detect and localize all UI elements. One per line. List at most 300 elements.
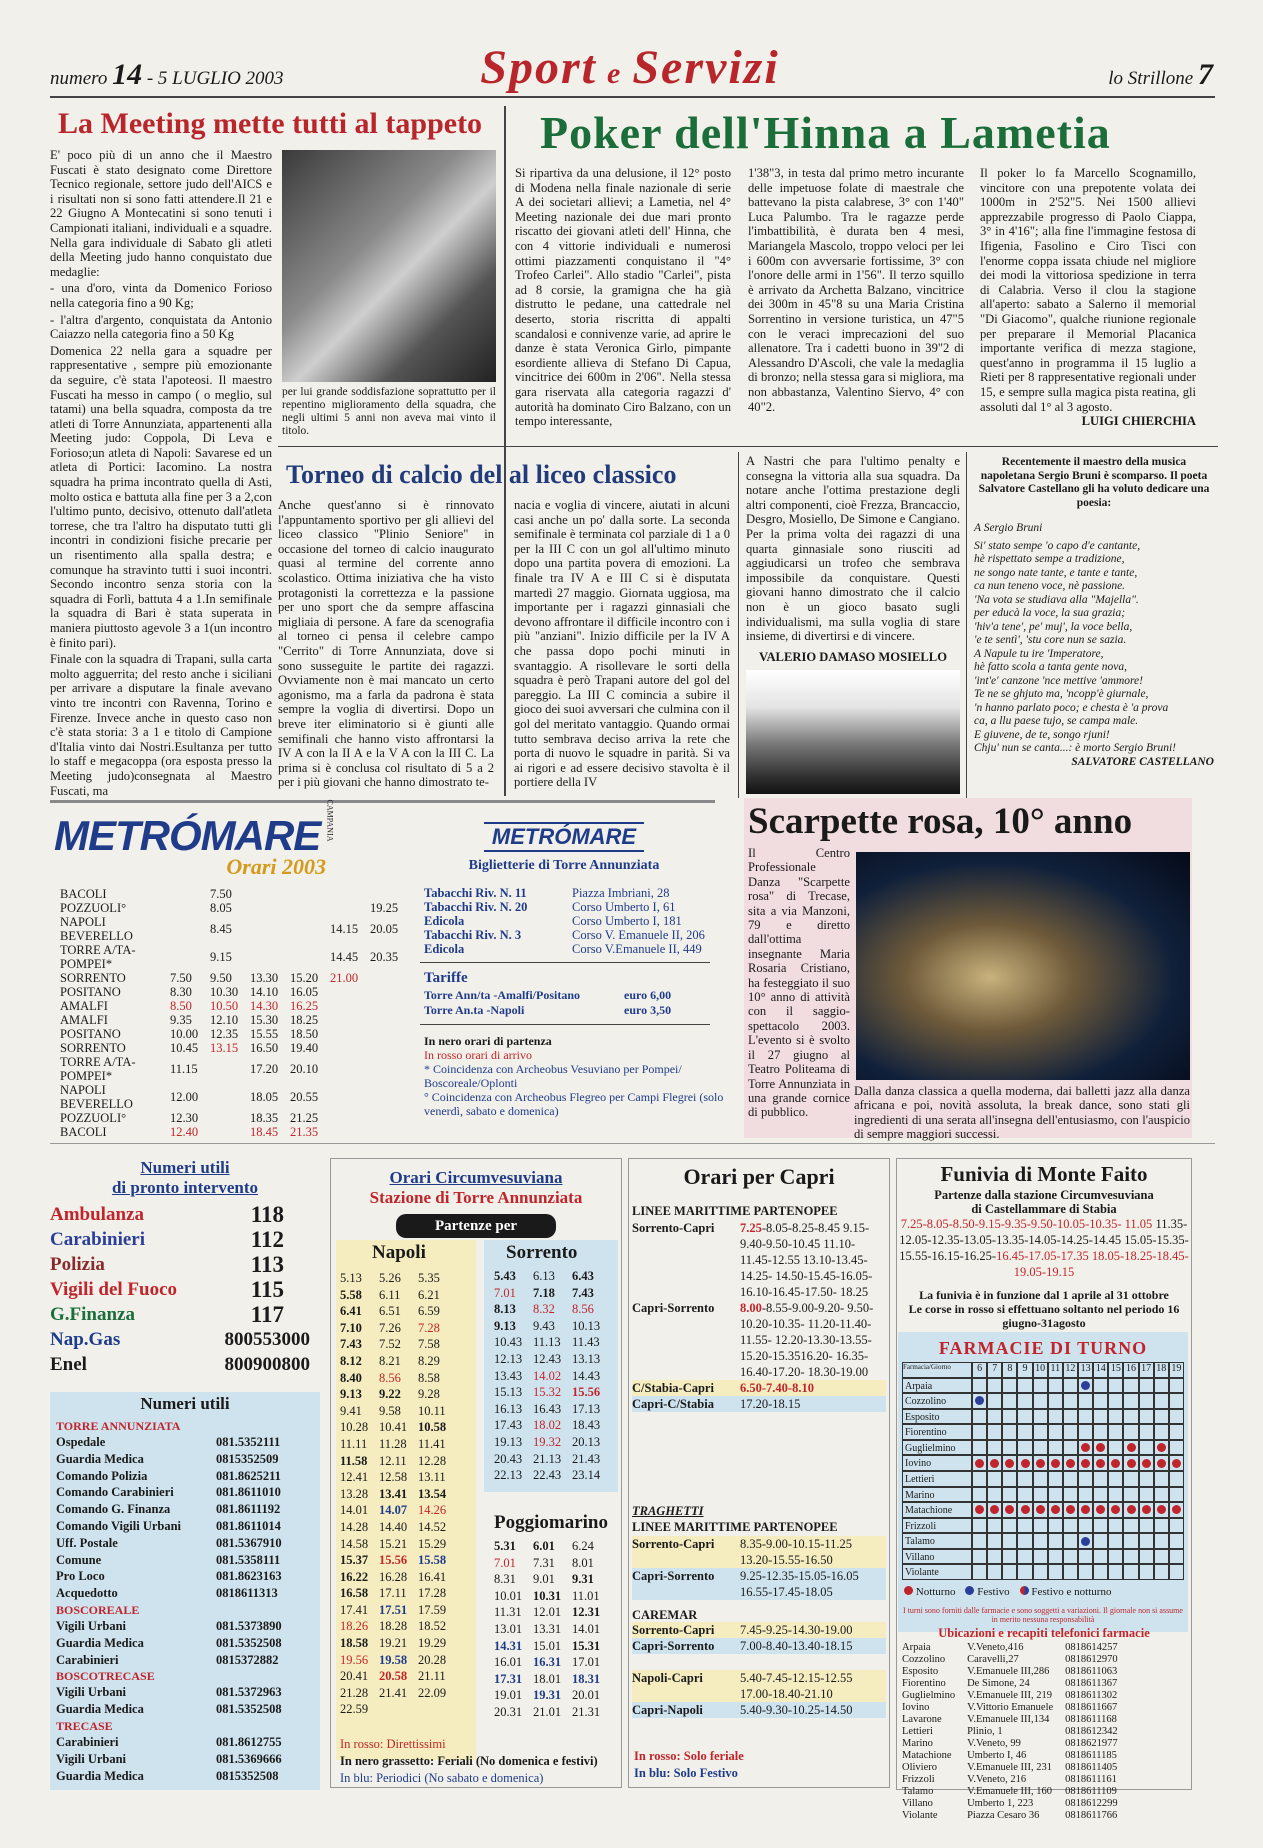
metro-out-row-cell (330, 999, 370, 1013)
sorrento-row-time: 17.13 (572, 1401, 601, 1416)
napoli-row (340, 1436, 457, 1453)
sorrento-row-time: 15.13 (494, 1385, 523, 1400)
poggiomarino-row-time: 17.01 (572, 1655, 601, 1670)
emergency-row (50, 1227, 320, 1252)
sorrento-row (494, 1351, 611, 1368)
farmacia-row (902, 1678, 1130, 1690)
metro-back-row-cell: 18.50 (290, 1027, 319, 1041)
farmacie-day: 7 (987, 1362, 1002, 1378)
napoli-row-time: 16.41 (418, 1569, 447, 1584)
napoli-row-time: 19.29 (418, 1636, 447, 1651)
poem-lines (974, 540, 1214, 756)
farmacia-address: V.Veneto, 216 (967, 1774, 1027, 1785)
farmacie-name: Iovino (902, 1455, 972, 1471)
emergency-numbers: Numeri utili di pronto intervento Ambulanza 118 Carabinieri 112 Polizia 113 Vigili del Fuoco 115 G.Finanza 117 Nap.Gas 800553000 Enel 800900800 (50, 1158, 320, 1388)
capri-title: Orari per Capri (683, 1164, 835, 1189)
napoli-row-time: 18.52 (418, 1619, 447, 1634)
metro-out-row (60, 999, 410, 1013)
metro-back-row-cell: 21.25 (290, 1111, 319, 1125)
napoli-row-time: 19.21 (379, 1636, 408, 1651)
util-row (56, 1468, 282, 1485)
biglietteria-address: Piazza Imbriani, 28 (572, 886, 670, 900)
util-group-name: TRECASE (56, 1718, 113, 1733)
napoli-row (340, 1287, 457, 1304)
napoli-capri-row-route: Napoli-Capri (632, 1670, 740, 1702)
poggiomarino-row-time: 17.31 (494, 1671, 523, 1686)
meeting-col1: E' poco più di un anno che il Maestro Fuscati è stato designato come Direttore Tecnico regionale, settore judo dell'AICS e i risultati non si sono fatti attendere.Il 21 e 22 Giugno A Montecatini si sono tenuti i Campionati italiani, individuali e a squadre. Nella gara individuale di Sabato gli atleti della Meeting judo hanno conquistato due medaglie: - una d'oro, vinta da Domenico Forioso nella categoria fino a 90 Kg; - l'altra d'argento, conquistata da Antonio Caiazzo nella categoria fino a 50 Kg Domenica 22 nella gara a squadre per rappresentative , sempre più emozionante da seguire, c'è stata l'apoteosi. Il maestro Fuscati ha messo in campo ( o meglio, sul tatami) una bella squadra, composta da tre atleti di Torre Annunziata, appartenenti alla Meeting judo: Coppola, Di Leva e Forioso;un atleta di Napoli: Savarese ed un atleta di Portici: Iacomino. La nostra squadra ha prima incontrato quella di Asti, molto ostica e battuta alla fine per 3 a 2,con l'ultimo punto, decisivo, ottenuto dall'atleta torrese, che tra l'altro ha disputato tutti gli incontri in condizioni fisiche precarie per un risentimento alla spalla destra; e comunque ha stravinto tutti i suoi incontri. Secondo incontro senza storia con la squadra di Forlì, battuta 4 a 1.In semifinale la squadra di Bari è stata superata in maniera piuttosto agevole 3 a 1(un incontro è finito pari). Finale con la squadra di Trapani, sulla carta molto agguerrita; del resto anche i siciliani per arrivare a disputare la finale avevano vinto tre incontri con Ravenna, Torino e Firenze. Invece anche in questo caso non c'è stata storia: 3 a 1 e titolo di Campione d'Italia vinto dai Nostri.Esultanza per tutto lo staff e megacoppa (ora esposta presso la Meeting judo)consegnata al Maestro Fuscati, ma (50, 148, 272, 798)
farmacie-day: 15 (1108, 1362, 1123, 1378)
poggiomarino-row-time: 5.31 (494, 1539, 516, 1553)
biglietterie-title: Biglietterie di Torre Annunziata (468, 858, 660, 873)
napoli-row-time: 15.21 (379, 1536, 408, 1551)
util-name: Comando Polizia (56, 1468, 148, 1483)
farmacie-day: 17 (1139, 1362, 1154, 1378)
poggiomarino-row-time: 18.01 (533, 1671, 562, 1686)
useful-numbers: Numeri utili TORRE ANNUNZIATA Ospedale 081.5352111 Guardia Medica 0815352509 Comando Polizia 081.8625211 Comando Carabinieri 081.8611010 Comando G. Finanza 081.8611192 Comando Vigili Urbani 081.8611014 Uff. Postale 081.5367910 Comune 081.5358111 Pro Loco 081.8623163 Acquedotto 0818611313 BOSCOREALE Vigili Urbani 081.5373890 Guardia Medica 081.5352508 Carabinieri 0815372882 BOSCOTRECASE Vigili Urbani 081.5372963 Guardia Medica 081.5352508 TRECASE Carabinieri 081.8612755 Vigili Urbani 081.5369666 Guardia Medica 0815352508 (50, 1392, 320, 1790)
util-group-name: BOSCOREALE (56, 1602, 140, 1617)
util-number: 081.5352508 (216, 1635, 282, 1650)
farmacie-turn-marker (1021, 1459, 1030, 1468)
util-name: Carabinieri (56, 1734, 119, 1749)
capri-h1: LINEE MARITTIME PARTENOPEE (632, 1204, 838, 1218)
sorrento-row (494, 1384, 611, 1401)
metro-out-row-cell (170, 887, 210, 901)
poem-line: E giuvene, de te, songo rjuni! (974, 728, 1110, 741)
emergency-name: Carabinieri (50, 1229, 145, 1250)
napoli-row-time: 12.11 (379, 1453, 407, 1468)
metro-out-row-cell: AMALFI (60, 999, 108, 1013)
util-row (56, 1552, 282, 1569)
biglietteria-address: Corso V.Emanuele II, 449 (572, 942, 702, 956)
napoli-row (340, 1569, 457, 1586)
metro-back-row-cell (210, 1125, 250, 1139)
napoli-capri-row-route: Capri-Napoli (632, 1702, 740, 1718)
napoli-row-time: 13.28 (340, 1486, 369, 1501)
emergency-number: 118 (250, 1202, 284, 1227)
metro-back-row-cell: 18.05 (250, 1090, 279, 1104)
farmacie-day: 10 (1033, 1362, 1048, 1378)
torneo-author: VALERIO DAMASO MOSIELLO (758, 649, 947, 664)
metromare-logo: METRÓMARE CAMPANIA Orari 2003 (54, 799, 335, 879)
util-name: Comando Carabinieri (56, 1485, 174, 1500)
napoli-row (340, 1403, 457, 1420)
napoli-row-time: 9.22 (379, 1387, 401, 1402)
emergency-row (50, 1277, 320, 1302)
poggiomarino-row (494, 1638, 611, 1655)
util-name: Vigili Urbani (56, 1618, 127, 1633)
metro-back-row-cell: 12.30 (170, 1111, 199, 1125)
capri-h2: TRAGHETTI (632, 1504, 704, 1518)
metro-out-row-cell (370, 887, 410, 901)
farmacie-turn-marker (1021, 1505, 1030, 1514)
poggiomarino-row (494, 1671, 611, 1688)
napoli-row-time: 17.28 (418, 1586, 447, 1601)
poggiomarino-row (494, 1621, 611, 1638)
farmacie-turn-marker (1005, 1459, 1014, 1468)
capri-row-times: 8.00-8.55-9.00-9.20- 9.50-10.20-10.35- 11.20-11.40-11.55- 12.20-13.30-13.55- 15.20-15.3516.20- 16.35-16.40-17.20- 18.30-19.00 (740, 1301, 874, 1379)
napoli-capri-row (632, 1670, 886, 1702)
poem-line: A Napule tu ire 'Imperatore, (974, 647, 1104, 660)
farmacie-title: FARMACIE DI TURNO (938, 1338, 1148, 1358)
emergency-number: 800553000 (224, 1329, 310, 1350)
napoli-row-time: 8.29 (418, 1353, 440, 1368)
napoli-row-time: 16.28 (379, 1569, 408, 1584)
poem-line: hè rispettato sempe a tradizione, (974, 553, 1125, 565)
poggiomarino-row-time: 7.31 (533, 1555, 555, 1570)
farmacia-row (902, 1798, 1130, 1810)
util-name: Carabinieri (56, 1652, 119, 1667)
napoli-row-time: 11.58 (340, 1453, 368, 1468)
capri-row-route: Capri-C/Stabia (632, 1396, 740, 1412)
napoli-row-time: 11.41 (418, 1436, 446, 1451)
farmacia-address: V.Vittorio Emanuele (967, 1702, 1054, 1713)
partenze-per-label: Partenze per (396, 1214, 556, 1238)
farmacia-phone: 0818611766 (1065, 1810, 1118, 1821)
farmacie-day: 16 (1123, 1362, 1138, 1378)
poggiomarino-row (494, 1588, 611, 1605)
metro-out-row-cell (330, 901, 370, 915)
napoli-row (340, 1270, 457, 1287)
napoli-row (340, 1419, 457, 1436)
caremar-row (632, 1622, 886, 1638)
farmacie-turn-marker (1142, 1459, 1151, 1468)
scarpette-title: Scarpette rosa, 10° anno (748, 801, 1133, 842)
util-group-name: BOSCOTRECASE (56, 1669, 155, 1684)
napoli-row-time: 22.59 (340, 1702, 369, 1717)
metro-out-row-cell (330, 985, 370, 999)
metro-back-row-cell: 12.10 (210, 1013, 239, 1027)
napoli-row (340, 1320, 457, 1337)
capri-row (632, 1396, 886, 1412)
metro-out-row-cell: 14.15 (330, 922, 359, 936)
napoli-row (340, 1453, 457, 1470)
sorrento-row-time: 8.13 (494, 1302, 516, 1317)
emergency-row (50, 1302, 320, 1327)
farmacie-turn-marker (1051, 1459, 1060, 1468)
metro-out-row-cell: 8.05 (210, 901, 232, 915)
napoli-row (340, 1353, 457, 1370)
farmacia-name: Iovino (902, 1702, 930, 1713)
napoli-row-time: 10.28 (340, 1420, 369, 1435)
metro-back-row-cell: 19.40 (290, 1041, 319, 1055)
metro-out-row-cell: 14.30 (250, 999, 279, 1013)
metro-back-row-cell: TORRE A/TA-POMPEI* (60, 1055, 136, 1083)
biglietteria-row (424, 942, 709, 956)
farmacie-turn-marker (1036, 1459, 1045, 1468)
sorrento-row-time: 14.43 (572, 1368, 601, 1383)
util-row (56, 1585, 282, 1602)
napoli-row-time: 17.11 (379, 1586, 407, 1601)
farmacia-address: V.Emanuele III,134 (967, 1714, 1050, 1725)
poem-line: 'hiv'a tene', pe' muj', la voce bella, (974, 620, 1133, 633)
napoli-row-time (418, 1701, 457, 1718)
sorrento-row-time: 9.13 (494, 1318, 516, 1333)
metro-out-row-cell: BACOLI (60, 887, 107, 901)
issue-number: numero 14 - 5 LUGLIO 2003 (50, 58, 284, 91)
napoli-row-time: 9.13 (340, 1387, 362, 1402)
poggiomarino-row-time: 14.01 (572, 1621, 601, 1636)
farmacia-row (902, 1666, 1130, 1678)
poggiomarino-row-time: 11.31 (494, 1605, 522, 1620)
poggiomarino-row-time: 19.31 (533, 1688, 562, 1703)
util-number: 081.8612755 (216, 1734, 282, 1749)
sorrento-row (494, 1318, 611, 1335)
sorrento-row-time: 14.02 (533, 1368, 562, 1383)
poem-line: ne songo nate tante, e tante e tante, (974, 566, 1138, 579)
poggiomarino-row (494, 1604, 611, 1621)
util-number: 081.5373890 (216, 1618, 282, 1633)
funivia-sub: Partenze dalla stazione Circumvesuviana di Castellammare di Stabia (934, 1188, 1154, 1216)
napoli-row-time: 5.58 (340, 1287, 362, 1302)
util-name: Comando Vigili Urbani (56, 1518, 182, 1533)
metro-back-row-cell: POSITANO (60, 1027, 121, 1041)
metro-back-row-cell: 12.35 (210, 1027, 239, 1041)
sorrento-row (494, 1368, 611, 1385)
util-table (56, 1434, 282, 1602)
farmacia-address: V.Emanuele III, 219 (967, 1690, 1053, 1701)
poggiomarino-row-time: 8.01 (572, 1555, 594, 1570)
util-row (56, 1635, 282, 1652)
farmacie-name: Arpaia (902, 1378, 972, 1394)
util-name: Guardia Medica (56, 1635, 144, 1650)
napoli-row-time: 11.28 (379, 1436, 407, 1451)
napoli-heading: Napoli (372, 1242, 426, 1263)
napoli-row-time: 7.58 (418, 1337, 440, 1352)
sorrento-row-time: 11.13 (533, 1335, 561, 1350)
napoli-row (340, 1336, 457, 1353)
metro-back-row-cell: 20.55 (290, 1090, 319, 1104)
farmacie-turn-marker (1127, 1459, 1136, 1468)
emergency-name: Vigili del Fuoco (50, 1279, 178, 1300)
biglietteria-address: Corso Umberto I, 181 (572, 914, 682, 928)
util-row (56, 1618, 282, 1635)
farmacie-name: Villano (902, 1549, 972, 1565)
metro-out-row-cell: 14.45 (330, 950, 359, 964)
napoli-row (340, 1668, 457, 1685)
biglietterie-logo: METRÓMARE (414, 822, 714, 852)
poem-line: 'Na vota se studiava alla "Majella". (974, 593, 1139, 606)
poem-heading: A Sergio Bruni (974, 522, 1043, 534)
poggiomarino-row-time: 12.31 (572, 1605, 601, 1620)
paper-name: lo Strillone 7 (1108, 58, 1213, 91)
util-row (56, 1518, 282, 1535)
sorrento-row-time: 17.43 (494, 1418, 523, 1433)
util-name: Guardia Medica (56, 1768, 144, 1783)
sorrento-row-time: 18.43 (572, 1418, 601, 1433)
farmacia-name: Cozzolino (902, 1654, 946, 1665)
util-number: 081.5358111 (216, 1552, 281, 1567)
metro-out-row-cell: 16.25 (290, 999, 319, 1013)
caremar-row-times: 7.00-8.40-13.40-18.15 (740, 1638, 886, 1654)
poem-line: per educà la voce, la sua grazia; (974, 607, 1126, 619)
util-row (56, 1734, 282, 1751)
metro-out-row-cell: 15.20 (290, 971, 319, 985)
metro-out-row-cell: 10.50 (210, 999, 239, 1013)
farmacie-name: Guglielmino (902, 1440, 972, 1456)
metro-out-row-cell (250, 915, 290, 943)
emergency-number: 112 (250, 1227, 284, 1252)
metro-out-row-cell: 8.45 (210, 922, 232, 936)
napoli-times (340, 1270, 457, 1718)
capri-row-times: 7.25-8.05-8.25-8.45 9.15-9.40-9.50-10.45 11.10-11.45-12.55 13.10-13.45-14.25- 14.50-15.45-16.05- 16.10-16.45-17.50- 18.25 (740, 1221, 873, 1299)
sorrento-row (494, 1417, 611, 1434)
funivia-times: 7.25-8.05-8.50-9.15-9.35-9.50-10.05-10.35- 11.05 11.35-12.05-12.35-13.05-13.35-14.05-14.25-14.45 15.05-15.35-15.55-16.15-16.25-16.45-17.05-17.35 18.05-18.25-18.45-19.05-19.15 (899, 1217, 1189, 1279)
farmacia-row (902, 1690, 1130, 1702)
farmacie-name: Cozzolino (902, 1393, 972, 1409)
util-table (56, 1618, 282, 1668)
sorrento-row-time: 16.13 (494, 1401, 523, 1416)
farmacia-address: Umberto 1, 223 (967, 1798, 1034, 1809)
napoli-row (340, 1519, 457, 1536)
napoli-row (340, 1486, 457, 1503)
napoli-row-time: 17.51 (379, 1602, 408, 1617)
sorrento-row-time: 5.43 (494, 1269, 516, 1283)
metro-out-row (60, 901, 410, 915)
util-number: 0815352508 (216, 1768, 279, 1783)
metro-out-row-cell: SORRENTO (60, 971, 126, 985)
farmacia-address: V.Veneto, 99 (967, 1738, 1021, 1749)
util-row (56, 1652, 282, 1669)
metro-back-row-cell: 10.00 (170, 1027, 199, 1041)
poem-line: Te ne se ghjuto ma, 'ncopp'è giurnale, (974, 688, 1149, 700)
napoli-row (340, 1386, 457, 1403)
sorrento-row-time: 19.32 (533, 1434, 562, 1449)
capri-row (632, 1300, 886, 1380)
poggiomarino-heading: Poggiomarino (494, 1512, 608, 1533)
napoli-row-time: 9.41 (340, 1403, 362, 1418)
torneo-col3: A Nastri che para l'ultimo penalty e consegna la vittoria alla sua squadra. Da notare anche l'ottima prestazione degli altri componenti, cioè Frezza, Brancaccio, Desgro, Mosiello, De Simone e Cangiano. Per la prima volta dei ragazzi di una quarta ginnasiale sono riusciti ad aggiudicarsi un trofeo che sembrava impossibile da conquistare. Questi giovani hanno dimostrato che il calcio non è un gioco basato sugli individualismi, ma sulla voglia di stare insieme, di divertirsi e di vincere. VALERIO DAMASO MOSIELLO (746, 454, 960, 664)
emergency-number: 115 (250, 1277, 284, 1302)
util-name: Comune (56, 1552, 102, 1567)
farmacia-name: Frizzoli (902, 1774, 935, 1785)
napoli-row-time: 6.51 (379, 1304, 401, 1319)
napoli-row-time: 16.58 (340, 1586, 369, 1601)
farmacie-turn-marker (1172, 1459, 1181, 1468)
sorrento-row-time: 7.43 (572, 1285, 594, 1300)
metro-out-row-cell: 9.15 (210, 950, 232, 964)
metro-out-row-cell (250, 887, 290, 901)
util-row (56, 1568, 282, 1585)
poggiomarino-row-time: 10.31 (533, 1588, 562, 1603)
poggiomarino-row-time: 6.24 (572, 1539, 594, 1553)
farmacia-name: Guglielmino (902, 1690, 956, 1701)
capri-red-times: 8.00 (740, 1301, 762, 1315)
emergency-row (50, 1202, 320, 1227)
poggiomarino-row-time: 20.31 (494, 1704, 523, 1719)
sorrento-row-time: 8.32 (533, 1302, 555, 1317)
capri-red-times: 7.25 (740, 1221, 762, 1235)
poggiomarino-row-time: 11.01 (572, 1588, 600, 1603)
sorrento-row-time: 23.14 (572, 1468, 601, 1483)
poker-col2: 1'38"3, in testa dal primo metro incurante delle impetuose folate di maestrale che battevano la pista calabrese, 3° con 1'40" Luca Palumbo. Tra le ragazze perde l'imbattibilità, è durata ben 4 mesi, Mariangela Mascolo, troppo veloci per lei i 600m con avversarie fortissime, 3° con l'onore delle armi in 1'56". Il terzo squillo è arrivato da Archetta Balzano, vincitrice dei 300m in 45"8 su una Maria Cristina Sorrentino in versione turistica, un 47"5 con le veraci imprecazioni del suo allenatore. Tra i cadetti buono in 39"2 di Alessandro D'Ascoli, che vale la medaglia di bronzo; nella stessa gara si migliora, ma non abbastanza, Valentino Siervo, 4° con 40"2. (748, 166, 964, 414)
util-name: Comando G. Finanza (56, 1502, 171, 1517)
farmacia-name: Lavarone (902, 1714, 942, 1725)
sorrento-row-time: 20.43 (494, 1451, 523, 1466)
torneo-title: Torneo di calcio del al liceo classico (286, 460, 677, 489)
metro-back-row-cell: POZZUOLI° (60, 1111, 127, 1125)
metro-out-row-cell (290, 943, 330, 971)
napoli-row-time: 18.58 (340, 1636, 369, 1651)
util-number: 081.5369666 (216, 1751, 282, 1766)
farmacie-addresses (902, 1642, 1130, 1822)
napoli-row (340, 1536, 457, 1553)
napoli-row-time: 14.26 (418, 1503, 447, 1518)
sorrento-row-time: 16.43 (533, 1401, 562, 1416)
napoli-row-time: 12.28 (418, 1453, 447, 1468)
farmacie-name: Fiorentino (902, 1424, 972, 1440)
sorrento-row-time: 19.13 (494, 1434, 523, 1449)
emergency-name: Ambulanza (50, 1204, 144, 1225)
sorrento-row-time: 21.43 (572, 1451, 601, 1466)
util-row (56, 1484, 282, 1501)
sorrento-row (494, 1334, 611, 1351)
biglietteria-name: Tabacchi Riv. N. 20 (424, 900, 528, 914)
sorrento-row-time: 9.43 (533, 1318, 555, 1333)
napoli-capri-row (632, 1702, 886, 1718)
farmacie-note: I turni sono forniti dalle farmacie e sono soggetti a variazioni. Il giornale non si assume in merito nessuna responsabilità (903, 1606, 1183, 1624)
napoli-row-time: 20.41 (340, 1669, 369, 1684)
farmacia-row (902, 1726, 1130, 1738)
farmacia-name: Oliviero (902, 1762, 937, 1773)
metro-back-row (60, 1055, 330, 1083)
napoli-row-time: 7.52 (379, 1337, 401, 1352)
farmacia-phone: 0818611405 (1065, 1762, 1118, 1773)
sorrento-times (494, 1268, 611, 1484)
napoli-row (340, 1685, 457, 1702)
metro-out-row-cell (170, 943, 210, 971)
metro-out-row-cell: 8.30 (170, 985, 192, 999)
caremar-row-times: 7.45-9.25-14.30-19.00 (740, 1622, 886, 1638)
metro-out-row-cell: TORRE A/TA-POMPEI* (60, 943, 136, 971)
napoli-row-time: 10.58 (418, 1420, 447, 1435)
capri-h4: CAREMAR (632, 1608, 698, 1622)
capri-h3: LINEE MARITTIME PARTENOPEE (632, 1520, 838, 1534)
util-number: 081.8625211 (216, 1468, 281, 1483)
metro-out-row (60, 971, 410, 985)
farmacia-row (902, 1654, 1130, 1666)
tariffe-title: Tariffe (424, 970, 468, 986)
farmacie-name: Frizzoli (902, 1518, 972, 1534)
farmacia-row (902, 1786, 1130, 1798)
poem-line: 'e te sentì', 'stu core nun se sazia. (974, 634, 1127, 646)
farmacia-name: Fiorentino (902, 1678, 946, 1689)
farmacie-turn-marker (1081, 1381, 1090, 1390)
capri-table4 (632, 1670, 886, 1718)
napoli-row-time: 8.21 (379, 1353, 401, 1368)
util-name: Vigili Urbani (56, 1751, 127, 1766)
judo-caption: per lui grande soddisfazione soprattutto per il repentino miglioramento della squadra, che negli ultimi 5 anni non aveva mai vinto il titolo. (282, 386, 496, 437)
torneo-col1: Anche quest'anno si è rinnovato l'appuntamento sportivo per gli allievi del liceo classico "Plinio Seniore" in occasione del torneo di calcio inaugurato quasi al termine del corrente anno scolastico. Ottima iniziativa che ha visto protagonisti la correttezza e la passione per uno sport che da sempre affascina migliaia di persone. A fare da scenografia al torneo ci pensa il celebre campo "Cerrito" di Torre Annunziata, dove si sono susseguite le partite dei ragazzi. Ovviamente non è mai mancato un certo agonismo, ma a farla da padrona è stata sempre la voglia di divertirsi. Dopo un breve iter eliminatorio si è giunti alle semifinali che hanno visto affrontarsi la IV A con la II A e la V A con la III C. La prima si è conclusa col risultato di 5 a 2 per i più giovani che hanno dimostrato te- (278, 498, 494, 790)
metromare-return-table (60, 1013, 330, 1139)
poem-line: 'int'e' canzone 'nce mettive 'ammore! (974, 674, 1143, 687)
napoli-row-time: 20.58 (379, 1669, 408, 1684)
farmacia-name: Violante (902, 1810, 938, 1821)
poggiomarino-row-time: 13.31 (533, 1621, 562, 1636)
napoli-row-time: 14.01 (340, 1503, 369, 1518)
napoli-row-time: 7.26 (379, 1320, 401, 1335)
scarpette-text2: Dalla danza classica a quella moderna, dai balletti jazz alla danza africana e poi, novità assoluta, la break dance, sono stati gli ingredienti di una serata all'insegna dell'entusiasmo, con l'auspicio di sempre maggiori successi. (854, 1084, 1190, 1142)
poggiomarino-row-time: 16.31 (533, 1655, 562, 1670)
poggiomarino-row-time: 9.31 (572, 1572, 594, 1587)
farmacia-phone: 0818611302 (1065, 1690, 1118, 1701)
farmacie-day: 14 (1093, 1362, 1108, 1378)
sorrento-row (494, 1285, 611, 1302)
farmacie-turn-marker (1096, 1459, 1105, 1468)
poem-line: ca nun teneno voce, nè passione. (974, 580, 1126, 592)
sorrento-row (494, 1451, 611, 1468)
meeting-title: La Meeting mette tutti al tappeto (58, 107, 483, 140)
napoli-row-time: 12.41 (340, 1470, 369, 1485)
